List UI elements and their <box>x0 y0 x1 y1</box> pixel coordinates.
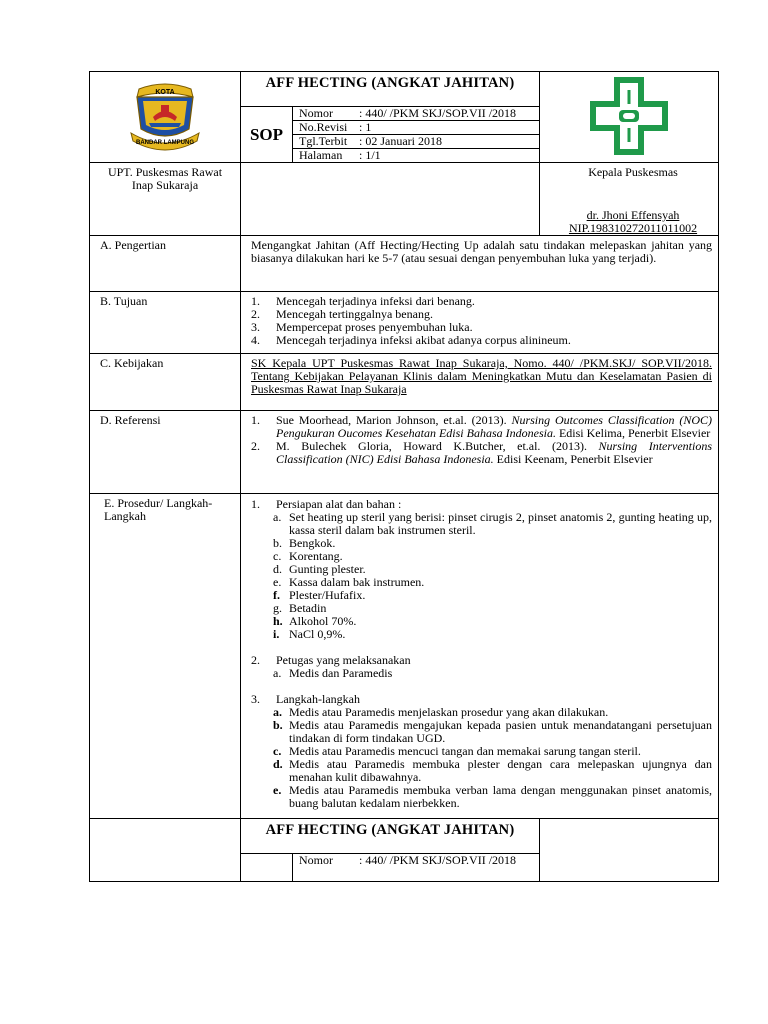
list-text: Mencegah tertinggalnya benang. <box>276 307 433 321</box>
sub-text: Kassa dalam bak instrumen. <box>289 575 425 589</box>
referensi-list <box>251 414 712 466</box>
meta-value: : 440/ /PKM SKJ/SOP.VII /2018 <box>359 106 517 120</box>
puskesmas-cross-icon <box>587 74 671 158</box>
meta-value: : 1/1 <box>359 148 381 162</box>
sub-letter: c. <box>273 744 282 758</box>
section-label: B. Tujuan <box>90 292 241 354</box>
sub-item <box>251 719 712 745</box>
meta-key: No.Revisi <box>299 120 348 134</box>
emblem-bottom-text: BANDAR LAMPUNG <box>136 139 194 146</box>
sub-item <box>251 758 712 784</box>
sub-letter: a. <box>273 705 282 719</box>
meta-key: Tgl.Terbit <box>299 134 348 148</box>
sop-document <box>89 71 718 882</box>
sub-letter: d. <box>273 757 283 771</box>
meta-key: Nomor <box>299 106 333 120</box>
sub-text: Alkohol 70%. <box>289 614 357 628</box>
document-title: AFF HECTING (ANGKAT JAHITAN) <box>241 72 540 107</box>
section-label: E. Prosedur/ Langkah-Langkah <box>90 494 241 819</box>
sub-text: Medis atau Paramedis membuka verban lama dengan menggunakan pinset anatomis, buang balutan kedalam nierbekken. <box>289 783 713 810</box>
list-number: 3. <box>251 320 260 334</box>
tujuan-list <box>251 295 712 347</box>
ref-publisher: Edisi Keenam, Penerbit Elsevier <box>493 452 653 466</box>
list-item <box>251 440 712 466</box>
sub-letter: h. <box>273 614 283 628</box>
list-number: 1. <box>251 413 260 427</box>
city-emblem-cell <box>90 72 241 163</box>
signer-position: Kepala Puskesmas <box>588 165 678 179</box>
blank-cell <box>241 854 293 882</box>
sub-text: NaCl 0,9%. <box>289 627 346 641</box>
pengertian-text: Mengangkat Jahitan (Aff Hecting/Hecting Up adalah satu tindakan melepaskan jahitan yang biasanya dilakukan hari ke 5-7 (atau sesuai dengan penyembuhan luka yang terjadi). <box>241 236 719 292</box>
sub-text: Plester/Hufafix. <box>289 588 366 602</box>
unit-name: UPT. Puskesmas Rawat Inap Sukaraja <box>90 163 241 236</box>
signer-name: dr. Jhoni Effensyah <box>586 208 680 222</box>
step-item <box>251 693 712 810</box>
step-number: 1. <box>251 497 260 511</box>
blank-cell <box>241 163 540 236</box>
step-title: Persiapan alat dan bahan : <box>276 497 402 511</box>
list-text: Mencegah terjadinya infeksi akibat adanya corpus alinineum. <box>276 333 571 347</box>
meta-terbit <box>293 135 540 149</box>
sop-table <box>89 71 719 882</box>
meta-key: Halaman <box>299 148 343 162</box>
list-item <box>251 334 712 347</box>
signer-nip: NIP.198310272011011002 <box>568 221 698 235</box>
step-number: 2. <box>251 653 260 667</box>
document-title-repeat: AFF HECTING (ANGKAT JAHITAN) <box>241 819 540 854</box>
sub-text: Betadin <box>289 601 327 615</box>
sub-text: Bengkok. <box>289 536 336 550</box>
sub-list <box>251 511 712 641</box>
step-number: 3. <box>251 692 260 706</box>
step-item <box>251 498 712 654</box>
meta-halaman <box>293 149 540 163</box>
step-title: Petugas yang melaksanakan <box>276 653 411 667</box>
signature-block <box>540 163 719 236</box>
sub-letter: f. <box>273 588 280 602</box>
blank-cell <box>540 819 719 882</box>
step-item <box>251 654 712 693</box>
meta-nomor <box>293 107 540 121</box>
sub-text: Medis atau Paramedis mengajukan kepada pasien untuk menandatangani persetujuan tindakan di form tindakan UGD. <box>289 718 713 745</box>
prosedur-steps <box>251 498 712 810</box>
ref-author: Sue Moorhead, Marion Johnson, et.al. (2013). <box>276 413 512 427</box>
sub-letter: a. <box>273 666 282 680</box>
sub-letter: g. <box>273 601 282 615</box>
list-number: 2. <box>251 439 260 453</box>
referensi-body <box>241 411 719 494</box>
tujuan-body <box>241 292 719 354</box>
meta-revisi <box>293 121 540 135</box>
sub-item <box>251 667 712 680</box>
sub-letter: e. <box>273 575 282 589</box>
section-label: A. Pengertian <box>90 236 241 292</box>
sub-item <box>251 784 712 810</box>
sub-text: Medis dan Paramedis <box>289 666 393 680</box>
ref-publisher: Edisi Kelima, Penerbit Elsevier <box>555 426 711 440</box>
sub-list <box>251 706 712 810</box>
step-title: Langkah-langkah <box>276 692 360 706</box>
bandar-lampung-emblem-icon <box>123 77 207 155</box>
sub-text: Gunting plester. <box>289 562 366 576</box>
list-number: 2. <box>251 307 260 321</box>
section-label: C. Kebijakan <box>90 354 241 411</box>
sub-letter: b. <box>273 718 283 732</box>
meta-key: Nomor <box>299 853 333 867</box>
list-item <box>251 414 712 440</box>
kebijakan-text: SK Kepala UPT Puskesmas Rawat Inap Sukaraja, Nomo. 440/ /PKM.SKJ/ SOP.VII/2018. Tentang Kebijakan Pelayanan Klinis dalam Meningkatkan Mutu dan Keselamatan Pasien di Puskesmas Rawat Inap Sukaraja <box>241 354 719 411</box>
list-text: Mencegah terjadinya infeksi dari benang. <box>276 294 475 308</box>
meta-value: : 02 Januari 2018 <box>359 134 442 148</box>
sub-list <box>251 667 712 680</box>
meta-value: : 440/ /PKM SKJ/SOP.VII /2018 <box>359 853 517 867</box>
emblem-top-text: KOTA <box>155 88 175 96</box>
sub-text: Medis atau Paramedis membuka plester dengan cara melepaskan ujungnya dan menahan kulit dibawahnya. <box>289 757 713 784</box>
list-text: Mempercepat proses penyembuhan luka. <box>276 320 473 334</box>
list-number: 4. <box>251 333 260 347</box>
sub-item <box>251 628 712 641</box>
sub-letter: i. <box>273 627 280 641</box>
sub-letter: d. <box>273 562 282 576</box>
sub-letter: a. <box>273 510 282 524</box>
prosedur-body <box>241 494 719 819</box>
ref-title: Nursing Interventions Classification (NIC) Edisi Bahasa Indonesia. <box>276 439 713 466</box>
section-label: D. Referensi <box>90 411 241 494</box>
ref-title: Nursing Outcomes Classification (NOC) Pengukuran Oucomes Kesehatan Edisi Bahasa Indonesia. <box>276 413 713 440</box>
sub-item <box>251 511 712 537</box>
blank-cell <box>90 819 241 882</box>
sub-letter: e. <box>273 783 282 797</box>
sub-text: Set heating up steril yang berisi: pinset cirugis 2, pinset anatomis 2, gunting heating up, kassa steril dalam bak instrumen steril. <box>289 510 713 537</box>
meta-nomor-repeat <box>293 854 540 882</box>
ref-author: M. Bulechek Gloria, Howard K.Butcher, et.al. (2013). <box>276 439 599 453</box>
puskesmas-logo-cell <box>540 72 719 163</box>
list-number: 1. <box>251 294 260 308</box>
sub-letter: c. <box>273 549 282 563</box>
sub-letter: b. <box>273 536 282 550</box>
sop-label: SOP <box>241 107 293 163</box>
meta-value: : 1 <box>359 120 372 134</box>
sub-text: Medis atau Paramedis menjelaskan prosedur yang akan dilakukan. <box>289 705 609 719</box>
sub-text: Medis atau Paramedis mencuci tangan dan memakai sarung tangan steril. <box>289 744 641 758</box>
sub-text: Korentang. <box>289 549 343 563</box>
